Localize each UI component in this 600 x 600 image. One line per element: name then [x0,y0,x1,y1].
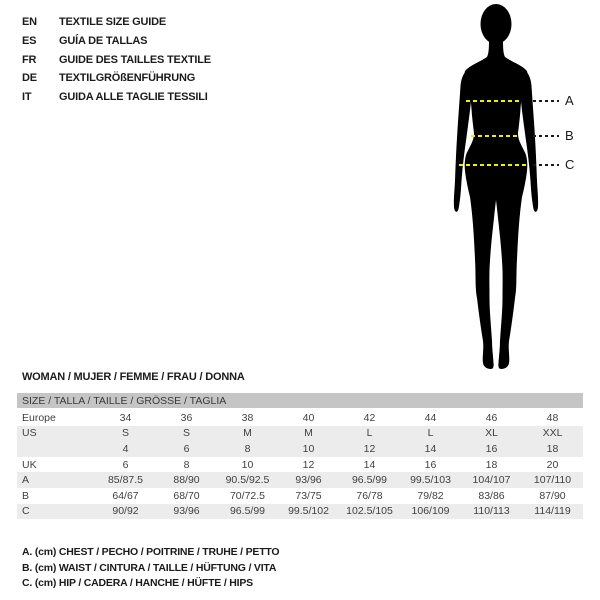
size-cell: XL [485,427,498,440]
size-cell: 34 [119,411,132,424]
size-cell: 104/107 [472,474,511,487]
size-cell: 42 [363,411,376,424]
size-cell: 96.5/99 [351,474,388,487]
hip-leader-dash [533,164,559,166]
section-title-woman: WOMAN / MUJER / FEMME / FRAU / DONNA [22,371,245,383]
measure-label-a: A [565,93,574,108]
size-cell: 79/82 [417,489,444,502]
language-code: ES [22,35,37,48]
size-table-body [17,410,583,519]
table-row [17,472,583,488]
size-cell: 83/86 [478,489,505,502]
measurement-legend [22,545,279,592]
row-label: UK [22,458,37,471]
language-row [22,50,211,69]
legend-line: A. (cm) CHEST / PECHO / POITRINE / TRUHE / PETTO [22,546,280,558]
measure-label-c: C [565,157,575,172]
size-table [17,393,583,519]
waist-measure-dash [471,135,518,137]
woman-silhouette-figure [437,3,555,371]
size-cell: 73/75 [295,489,322,502]
size-cell: 90.5/92.5 [225,474,270,487]
table-row [17,441,583,457]
woman-silhouette-svg [437,3,555,371]
row-label: US [22,427,37,440]
size-cell: 40 [302,411,315,424]
size-cell: XXL [542,427,563,440]
row-label: C [22,505,30,518]
size-cell: 36 [180,411,193,424]
size-cell: 106/109 [411,505,450,518]
size-cell: 10 [241,458,254,471]
size-cell: 38 [241,411,254,424]
language-code: FR [22,53,37,66]
size-cell: 76/78 [356,489,383,502]
row-label: B [22,489,30,502]
size-cell: 114/119 [534,505,571,518]
size-cell: 93/96 [295,474,322,487]
size-cell: M [243,427,252,440]
language-label: TEXTILE SIZE GUIDE [59,16,167,29]
size-cell: S [121,427,129,440]
size-cell: 18 [546,442,559,455]
size-cell: 110/113 [473,505,510,518]
silhouette-body [465,37,528,369]
size-cell: 70/72.5 [229,489,266,502]
size-cell: 8 [244,442,251,455]
language-label: GUIDA ALLE TAGLIE TESSILI [59,91,208,104]
size-cell: 64/67 [112,489,139,502]
size-cell: 107/110 [533,474,572,487]
table-row [17,457,583,473]
size-cell: 48 [546,411,559,424]
size-cell: 68/70 [173,489,200,502]
language-row [22,13,211,32]
table-row [17,410,583,426]
size-cell: 10 [302,442,315,455]
row-label: Europe [22,411,56,424]
measure-label-b: B [565,128,574,143]
language-label: TEXTILGRÖßENFÜHRUNG [59,72,196,85]
legend-line: C. (cm) HIP / CADERA / HANCHE / HÜFTE / HIPS [22,577,253,589]
size-cell: 88/90 [173,474,200,487]
chest-measure-dash [466,100,522,102]
size-cell: 46 [485,411,498,424]
size-cell: 93/96 [173,505,200,518]
hip-measure-dash [459,164,527,166]
size-cell: 18 [485,458,498,471]
row-label: A [22,474,30,487]
size-table-header: SIZE / TALLA / TAILLE / GRÖSSE / TAGLIA [17,393,583,408]
size-cell: 99.5/103 [410,474,451,487]
size-cell: M [304,427,313,440]
size-cell: 85/87.5 [107,474,144,487]
size-cell: 12 [363,442,376,455]
size-cell: 12 [302,458,315,471]
table-row [17,426,583,442]
size-cell: 14 [424,442,437,455]
size-cell: 6 [122,458,129,471]
language-code: DE [22,72,37,85]
size-cell: 96.5/99 [229,505,266,518]
size-cell: 99.5/102 [288,505,329,518]
table-row [17,504,583,520]
size-cell: 16 [485,442,498,455]
language-label: GUÍA DE TALLAS [59,35,148,48]
size-cell: 90/92 [112,505,139,518]
size-cell: 87/90 [539,489,566,502]
size-cell: 6 [183,442,190,455]
waist-leader-dash [533,135,559,137]
size-cell: 14 [363,458,376,471]
language-label: GUIDE DES TAILLES TEXTILE [59,53,211,66]
size-cell: 8 [183,458,190,471]
language-row [22,69,211,88]
size-cell: 102.5/105 [346,505,393,518]
size-cell: 44 [424,411,437,424]
size-cell: L [366,427,373,440]
size-cell: 16 [424,458,437,471]
size-cell: 4 [122,442,129,455]
size-cell: L [427,427,434,440]
chest-leader-dash [533,100,559,102]
legend-line: B. (cm) WAIST / CINTURA / TAILLE / HÜFTUNG / VITA [22,561,277,574]
language-row [22,88,211,107]
language-code: IT [22,91,32,104]
language-code: EN [22,16,37,29]
language-row [22,32,211,51]
size-cell: 20 [546,458,559,471]
size-cell: S [182,427,190,440]
language-list [22,13,211,106]
table-row [17,488,583,504]
